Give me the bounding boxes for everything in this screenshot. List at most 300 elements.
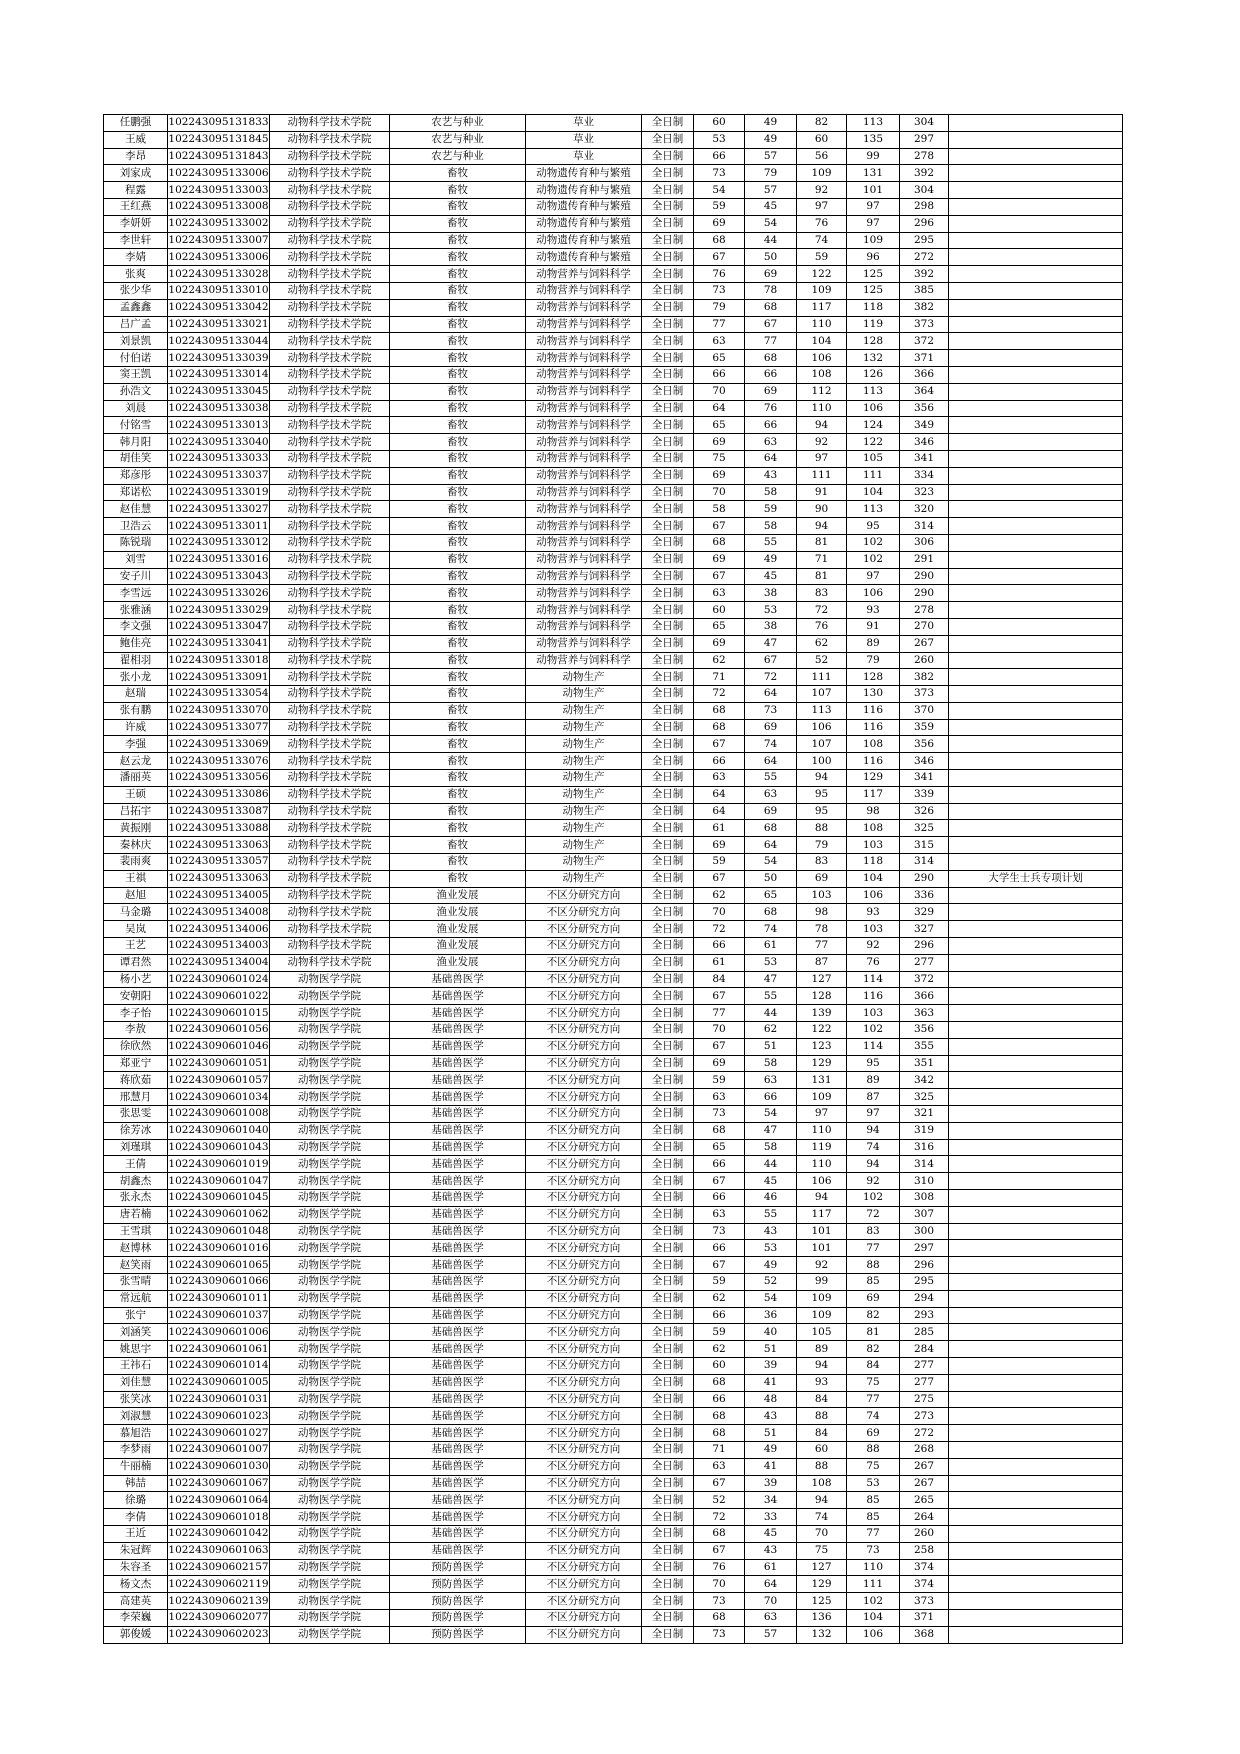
remark-cell: [949, 266, 1123, 283]
total-score-cell: 366: [900, 366, 949, 383]
name-cell: 安子川: [104, 568, 168, 585]
major-cell: 预防兽医学: [390, 1576, 526, 1593]
total-score-cell: 290: [900, 568, 949, 585]
exam-id-cell: 102243095133016: [168, 551, 270, 568]
subject-one-score-cell: 90: [797, 501, 847, 518]
table-row: [104, 1206, 1123, 1223]
study-mode-cell: 全日制: [642, 282, 694, 299]
remark-cell: [949, 1307, 1123, 1324]
subject-one-score-cell: 129: [797, 1055, 847, 1072]
name-cell: 吕广孟: [104, 316, 168, 333]
major-cell: 畜牧: [390, 417, 526, 434]
total-score-cell: 315: [900, 837, 949, 854]
major-cell: 畜牧: [390, 669, 526, 686]
exam-id-cell: 102243095134006: [168, 921, 270, 938]
table-row: [104, 938, 1123, 955]
subject-two-score-cell: 102: [847, 1190, 900, 1207]
total-score-cell: 329: [900, 904, 949, 921]
study-mode-cell: 全日制: [642, 988, 694, 1005]
table-row: [104, 282, 1123, 299]
remark-cell: [949, 1542, 1123, 1559]
remark-cell: [949, 1005, 1123, 1022]
total-score-cell: 260: [900, 1525, 949, 1542]
subject-one-score-cell: 109: [797, 165, 847, 182]
subject-two-score-cell: 82: [847, 1341, 900, 1358]
subject-two-score-cell: 83: [847, 1223, 900, 1240]
remark-cell: [949, 316, 1123, 333]
subject-two-score-cell: 88: [847, 1257, 900, 1274]
subject-two-score-cell: 102: [847, 551, 900, 568]
direction-cell: 动物生产: [526, 820, 642, 837]
major-cell: 畜牧: [390, 534, 526, 551]
major-cell: 基础兽医学: [390, 1307, 526, 1324]
total-score-cell: 270: [900, 618, 949, 635]
remark-cell: [949, 635, 1123, 652]
remark-cell: [949, 350, 1123, 367]
politics-score-cell: 63: [694, 1206, 745, 1223]
foreign-language-score-cell: 58: [745, 1139, 797, 1156]
table-row: [104, 719, 1123, 736]
subject-two-score-cell: 81: [847, 1324, 900, 1341]
subject-one-score-cell: 97: [797, 1106, 847, 1123]
remark-cell: [949, 434, 1123, 451]
table-row: [104, 1357, 1123, 1374]
politics-score-cell: 68: [694, 232, 745, 249]
remark-cell: [949, 1559, 1123, 1576]
name-cell: 高建英: [104, 1593, 168, 1610]
exam-id-cell: 102243090601027: [168, 1425, 270, 1442]
foreign-language-score-cell: 69: [745, 383, 797, 400]
college-cell: 动物医学学院: [270, 1626, 390, 1643]
remark-cell: 大学生士兵专项计划: [949, 870, 1123, 887]
exam-id-cell: 102243095131833: [168, 115, 270, 132]
total-score-cell: 300: [900, 1223, 949, 1240]
politics-score-cell: 68: [694, 1425, 745, 1442]
foreign-language-score-cell: 57: [745, 1626, 797, 1643]
exam-id-cell: 102243095133010: [168, 282, 270, 299]
exam-id-cell: 102243090601034: [168, 1089, 270, 1106]
politics-score-cell: 77: [694, 1005, 745, 1022]
college-cell: 动物医学学院: [270, 1408, 390, 1425]
table-row: [104, 1458, 1123, 1475]
direction-cell: 不区分研究方向: [526, 1055, 642, 1072]
college-cell: 动物科学技术学院: [270, 450, 390, 467]
remark-cell: [949, 450, 1123, 467]
table-row: [104, 165, 1123, 182]
foreign-language-score-cell: 69: [745, 803, 797, 820]
major-cell: 基础兽医学: [390, 1206, 526, 1223]
direction-cell: 不区分研究方向: [526, 1593, 642, 1610]
subject-two-score-cell: 131: [847, 165, 900, 182]
table-row: [104, 1626, 1123, 1643]
study-mode-cell: 全日制: [642, 266, 694, 283]
remark-cell: [949, 988, 1123, 1005]
subject-one-score-cell: 119: [797, 1139, 847, 1156]
politics-score-cell: 62: [694, 652, 745, 669]
total-score-cell: 363: [900, 1005, 949, 1022]
college-cell: 动物医学学院: [270, 1156, 390, 1173]
major-cell: 畜牧: [390, 450, 526, 467]
college-cell: 动物科学技术学院: [270, 215, 390, 232]
study-mode-cell: 全日制: [642, 417, 694, 434]
subject-two-score-cell: 82: [847, 1307, 900, 1324]
exam-id-cell: 102243095133011: [168, 518, 270, 535]
direction-cell: 动物营养与饲料科学: [526, 282, 642, 299]
study-mode-cell: 全日制: [642, 686, 694, 703]
subject-one-score-cell: 97: [797, 450, 847, 467]
college-cell: 动物科学技术学院: [270, 887, 390, 904]
foreign-language-score-cell: 50: [745, 870, 797, 887]
major-cell: 基础兽医学: [390, 1525, 526, 1542]
study-mode-cell: 全日制: [642, 585, 694, 602]
college-cell: 动物医学学院: [270, 1038, 390, 1055]
name-cell: 安朝阳: [104, 988, 168, 1005]
exam-id-cell: 102243095133054: [168, 686, 270, 703]
name-cell: 付铭雪: [104, 417, 168, 434]
college-cell: 动物医学学院: [270, 1223, 390, 1240]
foreign-language-score-cell: 47: [745, 971, 797, 988]
major-cell: 基础兽医学: [390, 1324, 526, 1341]
direction-cell: 草业: [526, 115, 642, 132]
study-mode-cell: 全日制: [642, 299, 694, 316]
major-cell: 基础兽医学: [390, 1458, 526, 1475]
subject-one-score-cell: 94: [797, 1492, 847, 1509]
college-cell: 动物医学学院: [270, 1089, 390, 1106]
exam-id-cell: 102243090601014: [168, 1357, 270, 1374]
remark-cell: [949, 971, 1123, 988]
remark-cell: [949, 165, 1123, 182]
foreign-language-score-cell: 41: [745, 1374, 797, 1391]
politics-score-cell: 66: [694, 148, 745, 165]
name-cell: 张笑冰: [104, 1391, 168, 1408]
subject-one-score-cell: 111: [797, 467, 847, 484]
foreign-language-score-cell: 38: [745, 585, 797, 602]
table-row: [104, 182, 1123, 199]
remark-cell: [949, 753, 1123, 770]
direction-cell: 动物生产: [526, 786, 642, 803]
direction-cell: 动物营养与饲料科学: [526, 316, 642, 333]
name-cell: 张少华: [104, 282, 168, 299]
subject-two-score-cell: 77: [847, 1525, 900, 1542]
name-cell: 张雪晴: [104, 1273, 168, 1290]
major-cell: 基础兽医学: [390, 1106, 526, 1123]
subject-two-score-cell: 103: [847, 921, 900, 938]
subject-one-score-cell: 76: [797, 215, 847, 232]
major-cell: 预防兽医学: [390, 1626, 526, 1643]
college-cell: 动物医学学院: [270, 1273, 390, 1290]
college-cell: 动物医学学院: [270, 988, 390, 1005]
total-score-cell: 374: [900, 1559, 949, 1576]
table-row: [104, 803, 1123, 820]
politics-score-cell: 69: [694, 434, 745, 451]
politics-score-cell: 67: [694, 988, 745, 1005]
subject-two-score-cell: 97: [847, 568, 900, 585]
table-row: [104, 1509, 1123, 1526]
major-cell: 畜牧: [390, 400, 526, 417]
exam-id-cell: 102243090602119: [168, 1576, 270, 1593]
foreign-language-score-cell: 45: [745, 198, 797, 215]
total-score-cell: 373: [900, 1593, 949, 1610]
total-score-cell: 372: [900, 971, 949, 988]
name-cell: 郑亚宁: [104, 1055, 168, 1072]
name-cell: 牛丽楠: [104, 1458, 168, 1475]
name-cell: 李昂: [104, 148, 168, 165]
foreign-language-score-cell: 54: [745, 1290, 797, 1307]
subject-two-score-cell: 85: [847, 1273, 900, 1290]
total-score-cell: 382: [900, 299, 949, 316]
table-row: [104, 417, 1123, 434]
college-cell: 动物科学技术学院: [270, 686, 390, 703]
direction-cell: 不区分研究方向: [526, 1005, 642, 1022]
name-cell: 张有鹏: [104, 702, 168, 719]
major-cell: 基础兽医学: [390, 988, 526, 1005]
total-score-cell: 296: [900, 215, 949, 232]
direction-cell: 动物营养与饲料科学: [526, 383, 642, 400]
subject-two-score-cell: 74: [847, 1139, 900, 1156]
politics-score-cell: 79: [694, 299, 745, 316]
remark-cell: [949, 1425, 1123, 1442]
major-cell: 畜牧: [390, 501, 526, 518]
exam-id-cell: 102243095134003: [168, 938, 270, 955]
direction-cell: 不区分研究方向: [526, 1475, 642, 1492]
subject-one-score-cell: 97: [797, 198, 847, 215]
remark-cell: [949, 652, 1123, 669]
subject-two-score-cell: 108: [847, 820, 900, 837]
exam-id-cell: 102243090601024: [168, 971, 270, 988]
politics-score-cell: 63: [694, 333, 745, 350]
foreign-language-score-cell: 67: [745, 316, 797, 333]
study-mode-cell: 全日制: [642, 1072, 694, 1089]
study-mode-cell: 全日制: [642, 1257, 694, 1274]
foreign-language-score-cell: 46: [745, 1190, 797, 1207]
subject-two-score-cell: 93: [847, 904, 900, 921]
politics-score-cell: 59: [694, 854, 745, 871]
subject-one-score-cell: 79: [797, 837, 847, 854]
study-mode-cell: 全日制: [642, 1559, 694, 1576]
politics-score-cell: 68: [694, 719, 745, 736]
name-cell: 谭君然: [104, 954, 168, 971]
table-row: [104, 366, 1123, 383]
remark-cell: [949, 1139, 1123, 1156]
name-cell: 李雪远: [104, 585, 168, 602]
remark-cell: [949, 366, 1123, 383]
exam-id-cell: 102243090601062: [168, 1206, 270, 1223]
politics-score-cell: 73: [694, 165, 745, 182]
politics-score-cell: 65: [694, 417, 745, 434]
subject-two-score-cell: 84: [847, 1357, 900, 1374]
remark-cell: [949, 837, 1123, 854]
subject-two-score-cell: 124: [847, 417, 900, 434]
study-mode-cell: 全日制: [642, 1055, 694, 1072]
college-cell: 动物医学学院: [270, 1509, 390, 1526]
subject-two-score-cell: 94: [847, 1156, 900, 1173]
subject-one-score-cell: 105: [797, 1324, 847, 1341]
foreign-language-score-cell: 44: [745, 1156, 797, 1173]
politics-score-cell: 73: [694, 1593, 745, 1610]
subject-one-score-cell: 127: [797, 971, 847, 988]
major-cell: 基础兽医学: [390, 1055, 526, 1072]
foreign-language-score-cell: 63: [745, 1609, 797, 1626]
foreign-language-score-cell: 53: [745, 954, 797, 971]
major-cell: 基础兽医学: [390, 1408, 526, 1425]
college-cell: 动物科学技术学院: [270, 803, 390, 820]
table-row: [104, 618, 1123, 635]
direction-cell: 不区分研究方向: [526, 1122, 642, 1139]
study-mode-cell: 全日制: [642, 131, 694, 148]
name-cell: 刘家成: [104, 165, 168, 182]
total-score-cell: 273: [900, 1408, 949, 1425]
major-cell: 畜牧: [390, 686, 526, 703]
total-score-cell: 373: [900, 686, 949, 703]
total-score-cell: 285: [900, 1324, 949, 1341]
total-score-cell: 295: [900, 232, 949, 249]
subject-one-score-cell: 109: [797, 1307, 847, 1324]
politics-score-cell: 67: [694, 1542, 745, 1559]
subject-one-score-cell: 107: [797, 736, 847, 753]
subject-one-score-cell: 74: [797, 1509, 847, 1526]
foreign-language-score-cell: 74: [745, 921, 797, 938]
total-score-cell: 290: [900, 585, 949, 602]
direction-cell: 不区分研究方向: [526, 1441, 642, 1458]
exam-id-cell: 102243095133028: [168, 266, 270, 283]
subject-two-score-cell: 69: [847, 1425, 900, 1442]
name-cell: 张永杰: [104, 1190, 168, 1207]
direction-cell: 动物营养与饲料科学: [526, 350, 642, 367]
table-row: [104, 1156, 1123, 1173]
politics-score-cell: 63: [694, 585, 745, 602]
politics-score-cell: 73: [694, 1223, 745, 1240]
subject-two-score-cell: 114: [847, 1038, 900, 1055]
exam-id-cell: 102243090602023: [168, 1626, 270, 1643]
subject-one-score-cell: 122: [797, 1022, 847, 1039]
exam-id-cell: 102243095133007: [168, 232, 270, 249]
name-cell: 李敖: [104, 1022, 168, 1039]
subject-one-score-cell: 88: [797, 1408, 847, 1425]
study-mode-cell: 全日制: [642, 870, 694, 887]
foreign-language-score-cell: 55: [745, 534, 797, 551]
direction-cell: 动物营养与饲料科学: [526, 568, 642, 585]
foreign-language-score-cell: 49: [745, 131, 797, 148]
total-score-cell: 385: [900, 282, 949, 299]
name-cell: 李倩: [104, 1509, 168, 1526]
college-cell: 动物科学技术学院: [270, 232, 390, 249]
foreign-language-score-cell: 59: [745, 501, 797, 518]
subject-one-score-cell: 109: [797, 1089, 847, 1106]
politics-score-cell: 66: [694, 753, 745, 770]
subject-two-score-cell: 102: [847, 1593, 900, 1610]
name-cell: 李妍妍: [104, 215, 168, 232]
table-row: [104, 870, 1123, 887]
subject-one-score-cell: 127: [797, 1559, 847, 1576]
subject-one-score-cell: 82: [797, 115, 847, 132]
remark-cell: [949, 1089, 1123, 1106]
total-score-cell: 392: [900, 165, 949, 182]
exam-id-cell: 102243090601067: [168, 1475, 270, 1492]
name-cell: 张雅涵: [104, 602, 168, 619]
subject-two-score-cell: 102: [847, 1022, 900, 1039]
table-row: [104, 1593, 1123, 1610]
politics-score-cell: 68: [694, 1374, 745, 1391]
exam-id-cell: 102243090601037: [168, 1307, 270, 1324]
major-cell: 畜牧: [390, 618, 526, 635]
total-score-cell: 374: [900, 1576, 949, 1593]
study-mode-cell: 全日制: [642, 954, 694, 971]
major-cell: 畜牧: [390, 770, 526, 787]
politics-score-cell: 67: [694, 1257, 745, 1274]
direction-cell: 动物营养与饲料科学: [526, 602, 642, 619]
name-cell: 张小龙: [104, 669, 168, 686]
remark-cell: [949, 198, 1123, 215]
subject-one-score-cell: 99: [797, 1273, 847, 1290]
college-cell: 动物医学学院: [270, 1307, 390, 1324]
college-cell: 动物科学技术学院: [270, 434, 390, 451]
table-row: [104, 1374, 1123, 1391]
direction-cell: 草业: [526, 148, 642, 165]
table-row: [104, 1492, 1123, 1509]
foreign-language-score-cell: 52: [745, 1273, 797, 1290]
name-cell: 许威: [104, 719, 168, 736]
exam-id-cell: 102243095133026: [168, 585, 270, 602]
study-mode-cell: 全日制: [642, 1089, 694, 1106]
table-row: [104, 467, 1123, 484]
subject-two-score-cell: 97: [847, 198, 900, 215]
politics-score-cell: 71: [694, 1441, 745, 1458]
remark-cell: [949, 1206, 1123, 1223]
name-cell: 秦林庆: [104, 837, 168, 854]
name-cell: 李世轩: [104, 232, 168, 249]
exam-id-cell: 102243090601040: [168, 1122, 270, 1139]
table-row: [104, 904, 1123, 921]
total-score-cell: 356: [900, 736, 949, 753]
college-cell: 动物医学学院: [270, 1290, 390, 1307]
politics-score-cell: 76: [694, 266, 745, 283]
remark-cell: [949, 954, 1123, 971]
politics-score-cell: 65: [694, 1139, 745, 1156]
college-cell: 动物医学学院: [270, 1492, 390, 1509]
study-mode-cell: 全日制: [642, 400, 694, 417]
foreign-language-score-cell: 61: [745, 938, 797, 955]
subject-one-score-cell: 94: [797, 1190, 847, 1207]
table-row: [104, 736, 1123, 753]
politics-score-cell: 63: [694, 770, 745, 787]
study-mode-cell: 全日制: [642, 115, 694, 132]
politics-score-cell: 75: [694, 450, 745, 467]
major-cell: 畜牧: [390, 702, 526, 719]
subject-one-score-cell: 110: [797, 316, 847, 333]
remark-cell: [949, 1609, 1123, 1626]
subject-two-score-cell: 76: [847, 954, 900, 971]
name-cell: 赵博林: [104, 1240, 168, 1257]
subject-one-score-cell: 94: [797, 1357, 847, 1374]
politics-score-cell: 69: [694, 635, 745, 652]
name-cell: 徐欣然: [104, 1038, 168, 1055]
study-mode-cell: 全日制: [642, 1492, 694, 1509]
name-cell: 程露: [104, 182, 168, 199]
direction-cell: 不区分研究方向: [526, 1324, 642, 1341]
major-cell: 基础兽医学: [390, 1257, 526, 1274]
name-cell: 刘晨: [104, 400, 168, 417]
exam-id-cell: 102243090602077: [168, 1609, 270, 1626]
remark-cell: [949, 1492, 1123, 1509]
major-cell: 基础兽医学: [390, 1441, 526, 1458]
exam-id-cell: 102243095133039: [168, 350, 270, 367]
study-mode-cell: 全日制: [642, 669, 694, 686]
major-cell: 基础兽医学: [390, 1122, 526, 1139]
subject-one-score-cell: 109: [797, 282, 847, 299]
study-mode-cell: 全日制: [642, 1122, 694, 1139]
foreign-language-score-cell: 43: [745, 1223, 797, 1240]
major-cell: 畜牧: [390, 165, 526, 182]
